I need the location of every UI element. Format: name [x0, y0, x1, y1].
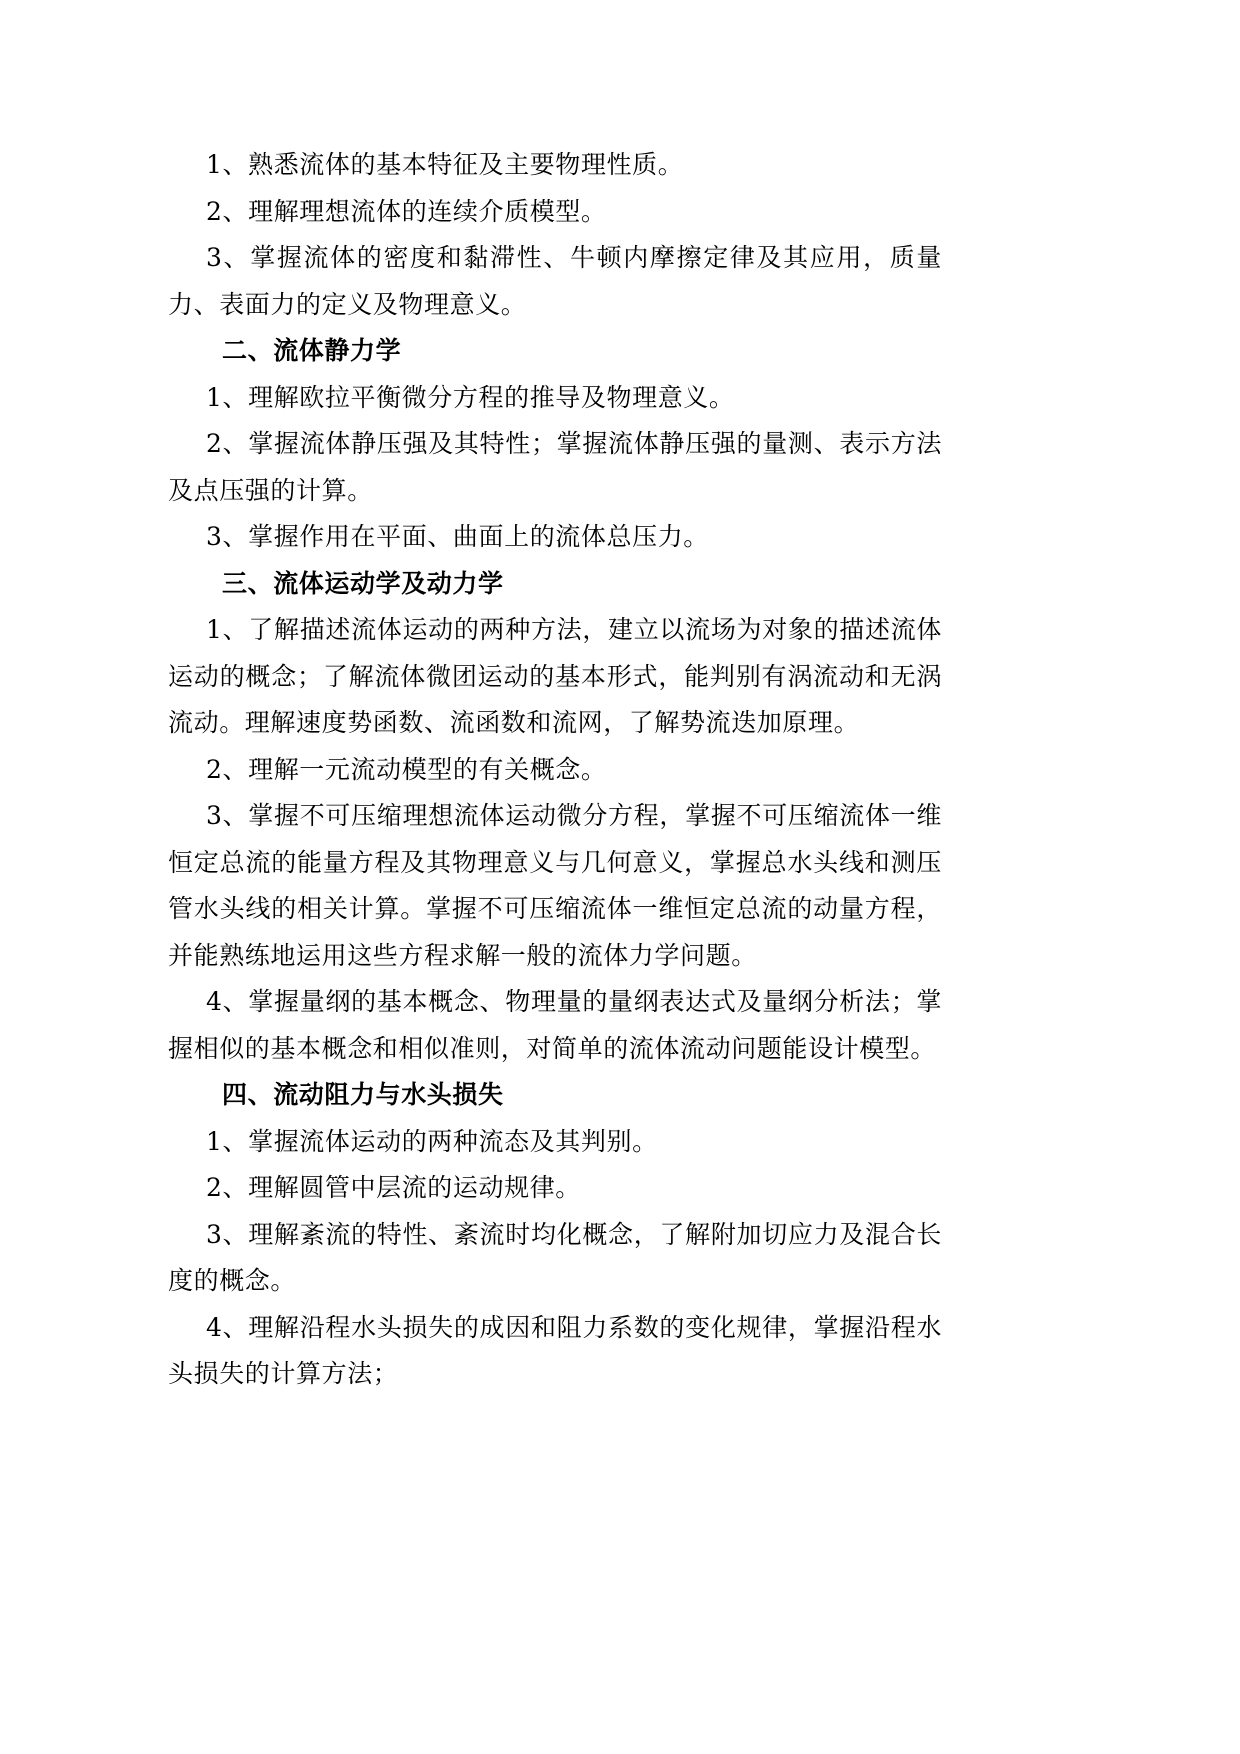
section-heading: 三、流体运动学及动力学 [222, 568, 504, 598]
list-item: 1、理解欧拉平衡微分方程的推导及物理意义。 [206, 382, 735, 412]
section-hydrostatics [168, 328, 942, 561]
section-heading: 二、流体静力学 [222, 336, 402, 365]
list-item: 2、理解一元流动模型的有关概念。 [206, 754, 607, 784]
list-item: 2、理解圆管中层流的运动规律。 [206, 1173, 581, 1202]
list-item: 3、掌握作用在平面、曲面上的流体总压力。 [206, 522, 709, 551]
list-item: 3、理解紊流的特性、紊流时均化概念，了解附加切应力及混合长度的概念。 [168, 1219, 942, 1295]
list-item: 3、掌握不可压缩理想流体运动微分方程，掌握不可压缩流体一维恒定总流的能量方程及其物理意义与几何意义，掌握总水头线和测压管水头线的相关计算。掌握不可压缩流体一维恒定总流的动量方程，并能熟练地运用这些方程求解一般的流体力学问题。 [168, 801, 942, 970]
list-item: 4、掌握量纲的基本概念、物理量的量纲表达式及量纲分析法；掌握相似的基本概念和相似准则，对简单的流体流动问题能设计模型。 [168, 987, 942, 1063]
document-page [168, 142, 942, 1398]
section-fluid-properties [168, 142, 942, 328]
list-item: 3、掌握流体的密度和黏滞性、牛顿内摩擦定律及其应用，质量力、表面力的定义及物理意义。 [168, 243, 942, 319]
list-item: 1、熟悉流体的基本特征及主要物理性质。 [206, 150, 684, 179]
list-item: 2、理解理想流体的连续介质模型。 [206, 196, 607, 226]
section-flow-resistance [168, 1072, 942, 1398]
list-item: 2、掌握流体静压强及其特性；掌握流体静压强的量测、表示方法及点压强的计算。 [168, 429, 942, 505]
section-kinematics-dynamics [168, 561, 942, 1073]
list-item: 1、了解描述流体运动的两种方法，建立以流场为对象的描述流体运动的概念；了解流体微团运动的基本形式，能判别有涡流动和无涡流动。理解速度势函数、流函数和流网，了解势流迭加原理。 [168, 615, 942, 737]
list-item: 4、理解沿程水头损失的成因和阻力系数的变化规律，掌握沿程水头损失的计算方法； [168, 1312, 942, 1388]
section-heading: 四、流动阻力与水头损失 [222, 1080, 504, 1109]
list-item: 1、掌握流体运动的两种流态及其判别。 [206, 1126, 658, 1156]
